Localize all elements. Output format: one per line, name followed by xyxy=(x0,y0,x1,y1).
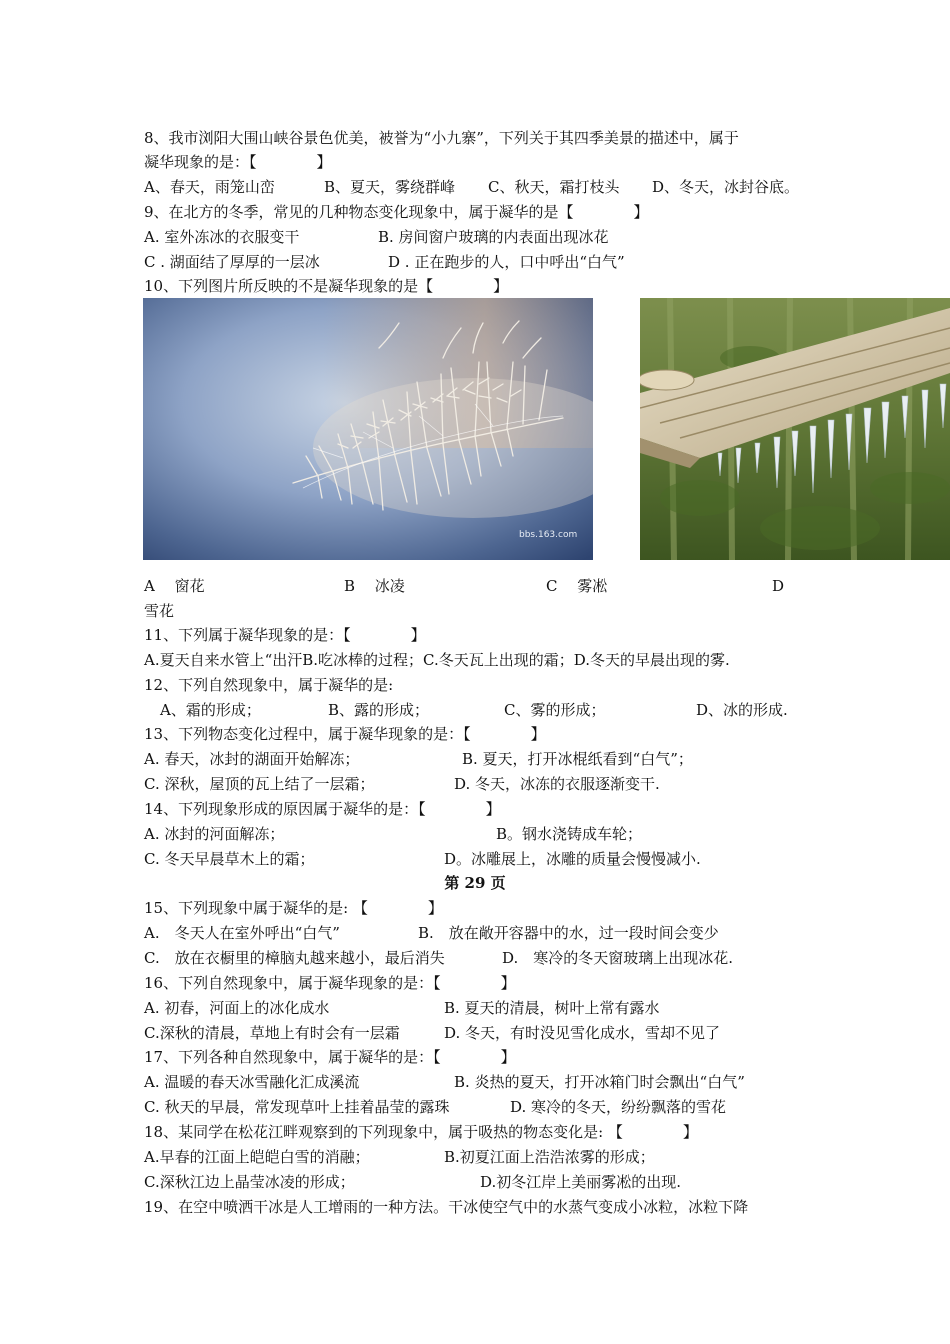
option-c: C . 湖面结了厚厚的一层冰 xyxy=(144,253,320,271)
option-a: A. 温暖的春天冰雪融化汇成溪流 xyxy=(144,1073,360,1091)
option-b: B 冰凌 xyxy=(344,577,405,595)
option-c: C. 秋天的早晨，常发现草叶上挂着晶莹的露珠 xyxy=(144,1098,450,1116)
option-a: A、霜的形成； xyxy=(160,701,261,719)
window-frost-photo xyxy=(143,298,593,560)
option-b: B. 夏天，打开冰棍纸看到“白气”； xyxy=(462,750,693,768)
option-a: A. 冰封的河面解冻； xyxy=(144,825,285,843)
option-b: B、夏天，雾绕群峰 xyxy=(324,178,456,196)
option-d: D. 寒冷的冬天，纷纷飘落的雪花 xyxy=(510,1098,727,1116)
option-d-letter: D xyxy=(772,577,785,595)
option-b: B。钢水浇铸成车轮； xyxy=(496,825,643,843)
option-a: A. 春天，冰封的湖面开始解冻； xyxy=(144,750,360,768)
option-b: B. 夏天的清晨，树叶上常有露水 xyxy=(444,999,660,1017)
option-d: D. 冬天，有时没见雪化成水，雪却不见了 xyxy=(444,1024,721,1042)
option-b: B.初夏江面上浩浩浓雾的形成； xyxy=(444,1148,655,1166)
option-a: A.早春的江面上皑皑白雪的消融； xyxy=(144,1148,370,1166)
option-c: C.深秋的清晨，草地上有时会有一层霜 xyxy=(144,1024,400,1042)
option-a: A 窗花 xyxy=(144,577,205,595)
option-b: B. 放在敞开容器中的水，过一段时间会变少 xyxy=(418,924,719,942)
option-b: B、露的形成； xyxy=(328,701,430,719)
option-c: C.深秋江边上晶莹冰凌的形成； xyxy=(144,1173,355,1191)
option-a: A. 室外冻冰的衣服变干 xyxy=(144,228,300,246)
option-a: A. 初春，河面上的冰化成水 xyxy=(144,999,330,1017)
option-d: D . 正在跑步的人，口中呼出“白气” xyxy=(388,253,625,271)
option-c: C. 放在衣橱里的樟脑丸越来越小，最后消失 xyxy=(144,949,445,967)
option-b: B. 炎热的夏天，打开冰箱门时会飘出“白气” xyxy=(454,1073,745,1091)
icicle-roof-image xyxy=(640,298,950,560)
option-c: C 雾凇 xyxy=(546,577,608,595)
option-d: D.初冬江岸上美丽雾凇的出现. xyxy=(480,1173,682,1191)
watermark-text: bbs.163.com xyxy=(519,530,578,540)
document-page: 8、我市浏阳大围山峡谷景色优美，被誉为“小九寨”，下列关于其四季美景的描述中，属于 凝华现象的是：【 】 A、春天，雨笼山峦 B、夏天，雾绕群峰 C、秋天，霜打枝头 D、冬天，冰封谷底。 9、在北方的冬季，常见的几种物态变化现象中，属于凝华的是【 】 A. 室外冻冰的衣服变干 B. 房间窗户玻璃的内表面出现冰花 C . 湖面结了厚厚的一层冰 D . 正在跑步的人，口中呼出“白气” 10、下列图片所反映的不是凝华现象的是【 】 bbs.163.com A 窗花 B 冰凌 C 雾凇 D 雪花 11、下列属于凝华现象的是：【 】 A.夏天自来水管上“出汗B.吃冰棒的过程；C.冬天瓦上出现的霜；D.冬天的早晨出现的雾. 12、下列自然现象中，属于凝华的是: A、霜的形成； B、露的形成； C、雾的形成； D、冰的形成. 13、下列物态变化过程中，属于凝华现象的是：【 】 A. 春天，冰封的湖面开始解冻； B. 夏天，打开冰棍纸看到“白气”； C. 深秋，屋顶的瓦上结了一层霜； D. 冬天，冰冻的衣服逐渐变干. 14、下列现象形成的原因属于凝华的是：【 】 A. 冰封的河面解冻； B。钢水浇铸成车轮； C. 冬天早晨草木上的霜； D。冰雕展上，冰雕的质量会慢慢减小. 第 29 页 15、下列现象中属于凝华的是: 【 】 A. 冬天人在室外呼出“白气” B. 放在敞开容器中的水，过一段时间会变少 C. 放在衣橱里的樟脑丸越来越小，最后消失 D. 寒冷的冬天窗玻璃上出现冰花. 16、下列自然现象中，属于凝华现象的是：【 】 A. 初春，河面上的冰化成水 B. 夏天的清晨，树叶上常有露水 C.深秋的清晨，草地上有时会有一层霜 D. 冬天，有时没见雪化成水，雪却不见了 17、下列各种自然现象中，属于凝华的是：【 】 A. 温暖的春天冰雪融化汇成溪流 B. 炎热的夏天，打开冰箱门时会飘出“白气” C. 秋天的早晨，常发现草叶上挂着晶莹的露珠 D. 寒冷的冬天，纷纷飘落的雪花 18、某同学在松花江畔观察到的下列现象中，属于吸热的物态变化是: 【 】 A.早春的江面上皑皑白雪的消融； B.初夏江面上浩浩浓雾的形成； C.深秋江边上晶莹冰凌的形成； D.初冬江岸上美丽雾凇的出现. 19、在空中喷洒干冰是人工增雨的一种方法。干冰使空气中的水蒸气变成小冰粒，冰粒下降 xyxy=(0,0,950,1344)
window-frost-image xyxy=(143,298,593,560)
option-d: D. 冬天，冰冻的衣服逐渐变干. xyxy=(454,775,660,793)
option-d: D。冰雕展上，冰雕的质量会慢慢减小. xyxy=(444,850,701,868)
option-c: C. 冬天早晨草木上的霜； xyxy=(144,850,315,868)
option-a: A. 冬天人在室外呼出“白气” xyxy=(144,924,340,942)
option-c: C、秋天，霜打枝头 xyxy=(488,178,620,196)
option-a: A、春天，雨笼山峦 xyxy=(144,178,275,196)
option-c: C. 深秋，屋顶的瓦上结了一层霜； xyxy=(144,775,375,793)
option-d: D. 寒冷的冬天窗玻璃上出现冰花. xyxy=(502,949,734,967)
page-number: 第 29 页 xyxy=(444,874,506,892)
option-d: D、冬天，冰封谷底。 xyxy=(652,178,800,196)
icicle-roof-photo xyxy=(640,298,950,560)
option-b: B. 房间窗户玻璃的内表面出现冰花 xyxy=(378,228,609,246)
option-c: C、雾的形成； xyxy=(504,701,606,719)
option-d: D、冰的形成. xyxy=(696,701,788,719)
